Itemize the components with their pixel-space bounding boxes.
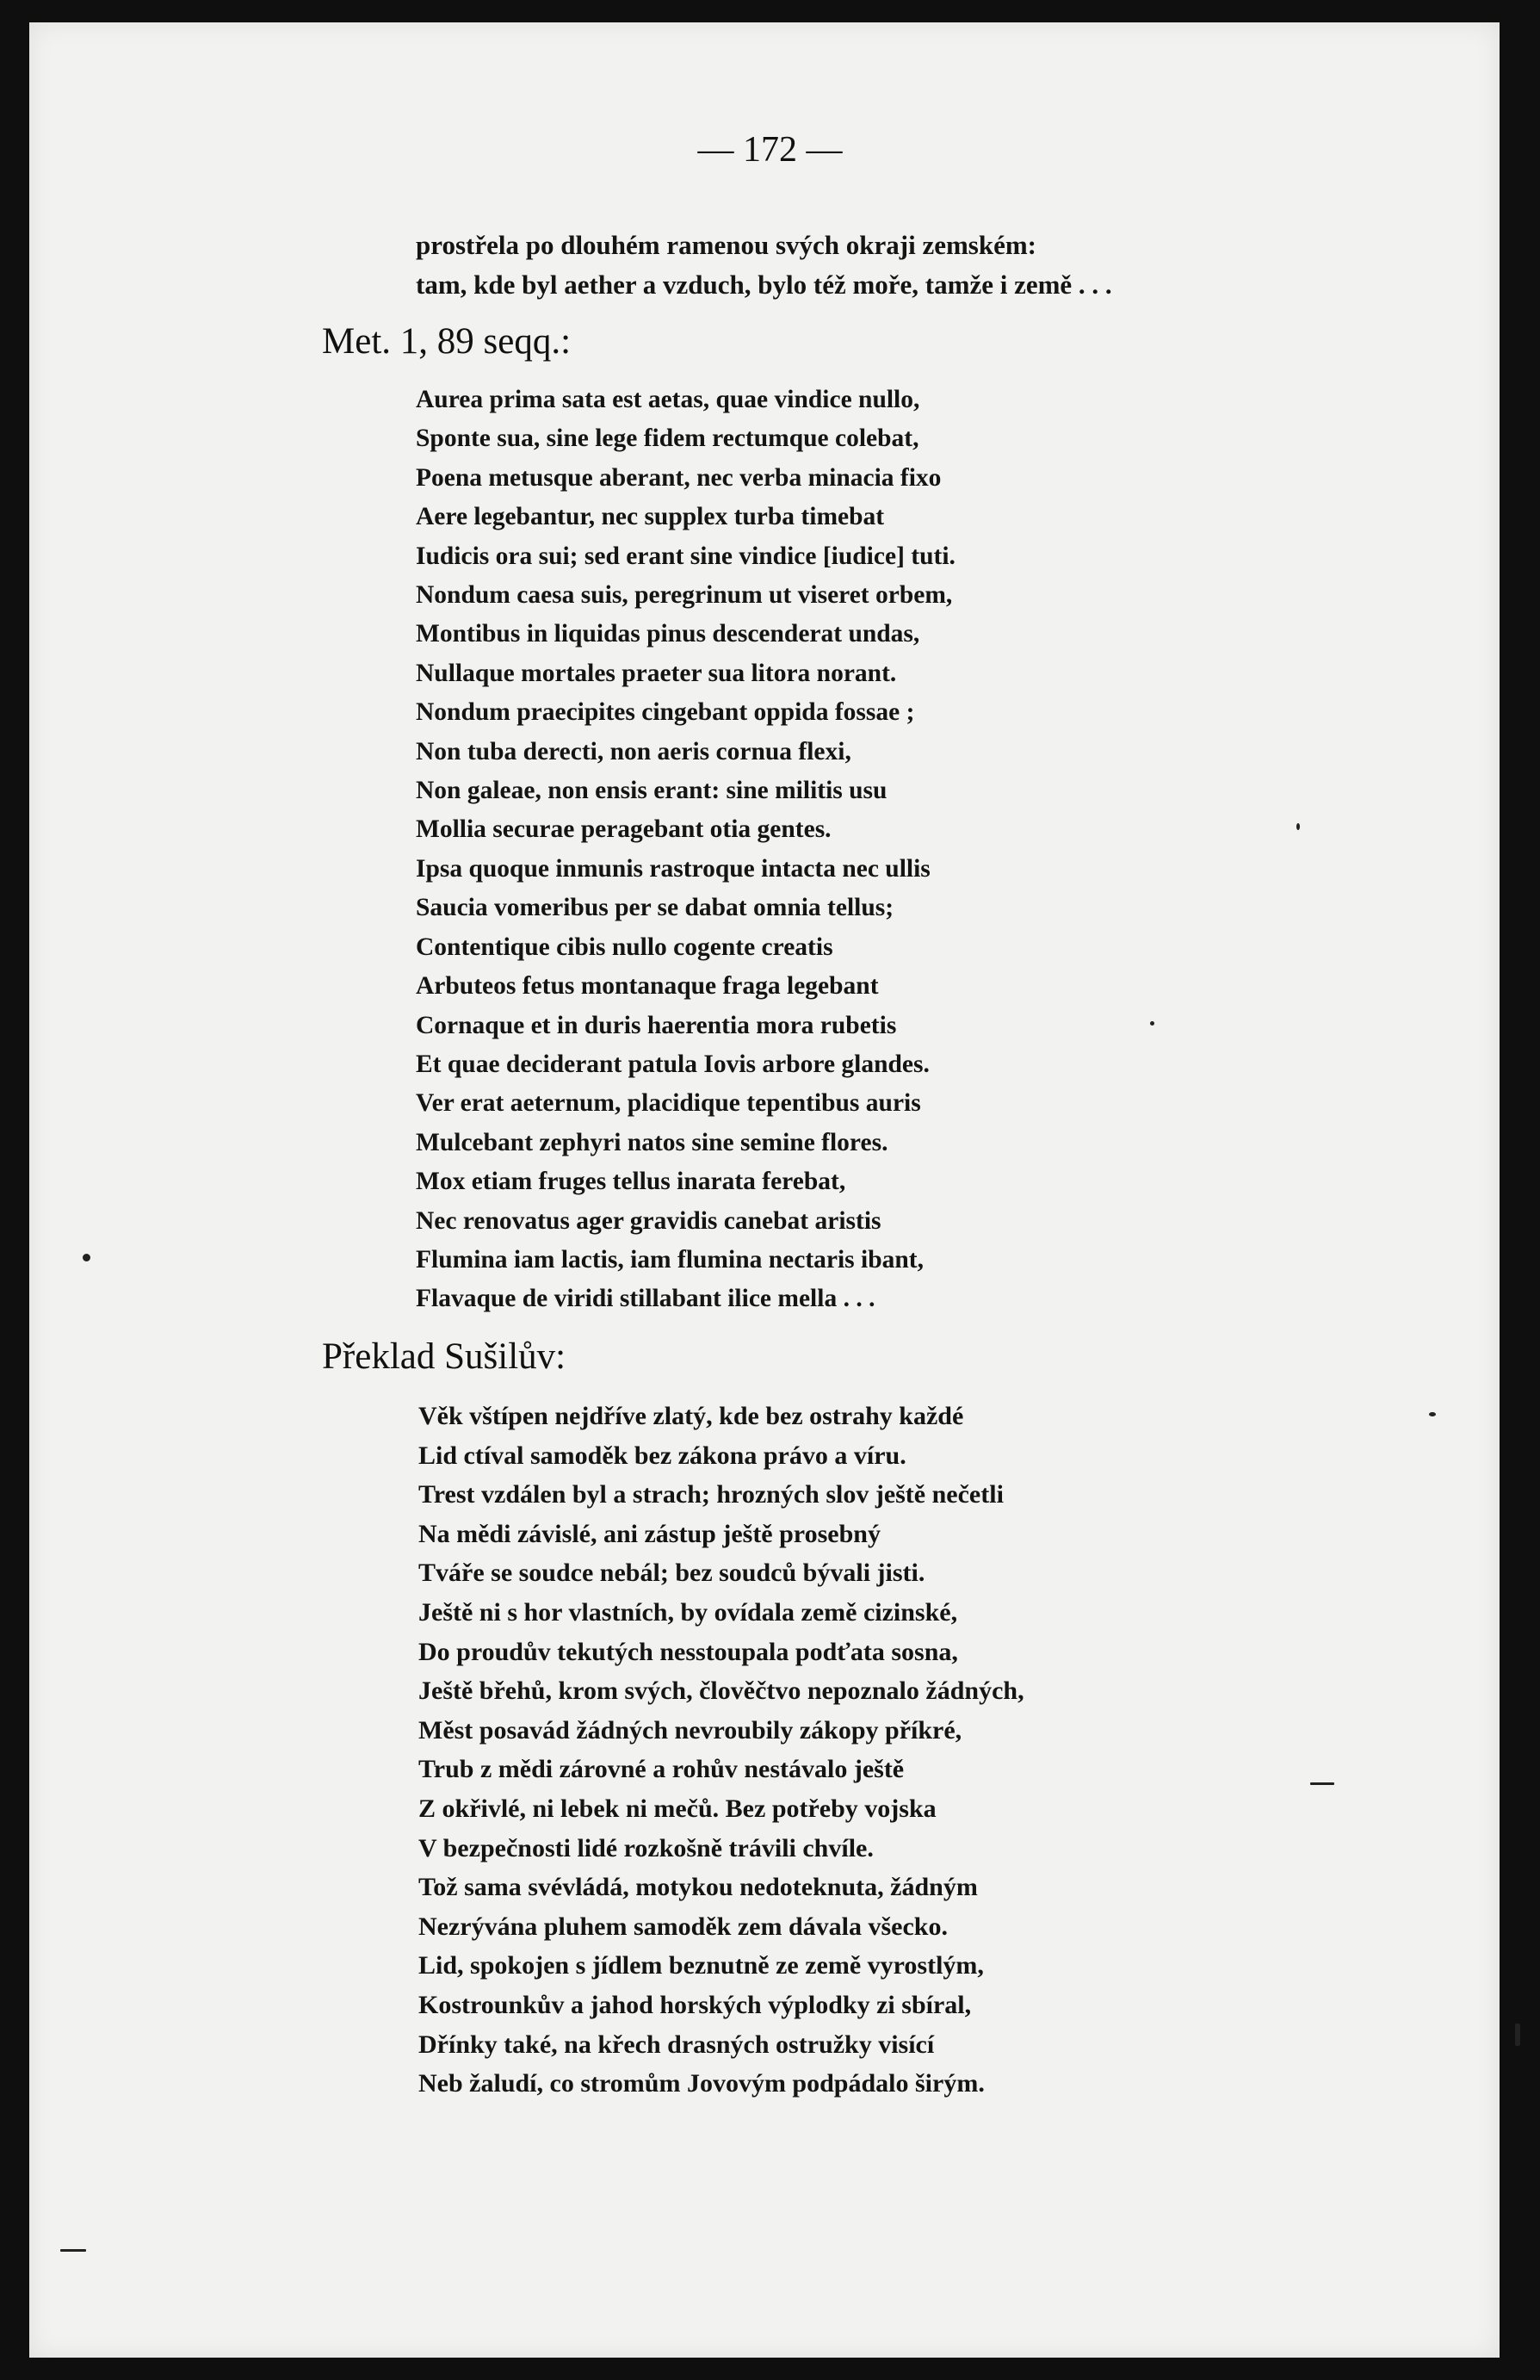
scan-speck <box>1150 1021 1154 1026</box>
verse-line: Tváře se soudce nebál; bez soudců bývali jisti. <box>418 1559 925 1588</box>
verse-line: Arbuteos fetus montanaque fraga legebant <box>416 972 879 1001</box>
verse-line: Mulcebant zephyri natos sine semine flores. <box>416 1128 888 1156</box>
verse-line: Saucia vomeribus per se dabat omnia tellus; <box>416 894 894 922</box>
verse-line: Iudicis ora sui; sed erant sine vindice [iudice] tuti. <box>416 542 956 570</box>
verse-line: V bezpečnosti lidé rozkošně trávili chvíle. <box>418 1833 874 1862</box>
verse-line: Ještě břehů, krom svých, člověčtvo nepoznalo žádných, <box>418 1677 1024 1706</box>
verse-line: Nullaque mortales praeter sua litora norant. <box>416 659 897 687</box>
scan-speck <box>1515 2024 1520 2046</box>
verse-line: Tož sama svévládá, motykou nedoteknuta, žádným <box>418 1873 978 1902</box>
section-heading-met: Met. 1, 89 seqq.: <box>322 321 572 362</box>
scan-speck <box>1296 823 1300 830</box>
verse-line: Cornaque et in duris haerentia mora rubetis <box>416 1011 897 1039</box>
verse-line: Poena metusque aberant, nec verba minacia fixo <box>416 463 942 492</box>
verse-line: Do proudův tekutých nesstoupala podťata sosna, <box>418 1637 958 1666</box>
verse-line: Ipsa quoque inmunis rastroque intacta nec ullis <box>416 854 931 883</box>
verse-line: Nondum caesa suis, peregrinum ut viseret orbem, <box>416 581 953 610</box>
verse-line: Měst posavád žádných nevroubily zákopy příkré, <box>418 1715 962 1745</box>
verse-line: Non galeae, non ensis erant: sine militis usu <box>416 777 888 805</box>
intro-verse <box>416 226 1112 305</box>
verse-line: Lid ctíval samoděk bez zákona právo a víru. <box>418 1441 906 1470</box>
verse-line: Ještě ni s hor vlastních, by ovídala země cizinské, <box>418 1597 958 1627</box>
verse-line: prostřela po dlouhém ramenou svých okraji zemském: <box>416 230 1036 260</box>
verse-line: Na mědi závislé, ani zástup ještě prosebný <box>418 1519 881 1548</box>
verse-line: Lid, spokojen s jídlem beznutně ze země vyrostlým, <box>418 1951 984 1980</box>
verse-line: Flavaque de viridi stillabant ilice mella . . . <box>416 1285 875 1313</box>
verse-line: Non tuba derecti, non aeris cornua flexi, <box>416 737 851 765</box>
verse-line: Montibus in liquidas pinus descenderat undas, <box>416 620 920 648</box>
verse-line: Aere legebantur, nec supplex turba timebat <box>416 503 885 531</box>
verse-line: Mollia securae peragebant otia gentes. <box>416 815 832 844</box>
scan-speck <box>60 2249 86 2252</box>
verse-line: Contentique cibis nullo cogente creatis <box>416 933 833 961</box>
verse-line: Trub z mědi zárovné a rohův nestávalo ještě <box>418 1755 905 1784</box>
verse-line: Et quae deciderant patula Iovis arbore glandes. <box>416 1050 930 1078</box>
verse-line: Ver erat aeternum, placidique tepentibus auris <box>416 1089 921 1118</box>
verse-line: Nondum praecipites cingebant oppida fossae ; <box>416 698 915 727</box>
scan-speck <box>1429 1412 1436 1416</box>
verse-line: Mox etiam fruges tellus inarata ferebat, <box>416 1168 846 1196</box>
verse-line: Dřínky také, na křech drasných ostružky visící <box>418 2030 935 2059</box>
verse-line: Věk vštípen nejdříve zlatý, kde bez ostrahy každé <box>418 1402 964 1430</box>
verse-line: Aurea prima sata est aetas, quae vindice nullo, <box>416 386 920 413</box>
verse-line: Flumina iam lactis, iam flumina nectaris ibant, <box>416 1245 924 1274</box>
section-heading-translation: Překlad Sušilův: <box>322 1336 566 1377</box>
latin-verse <box>416 381 956 1319</box>
scan-speck <box>83 1254 90 1261</box>
verse-line: Kostrounkův a jahod horských výplodky zi sbíral, <box>418 1990 972 2019</box>
verse-line: Z okřivlé, ni lebek ni mečů. Bez potřeby vojska <box>418 1794 937 1823</box>
verse-line: Sponte sua, sine lege fidem rectumque colebat, <box>416 425 919 453</box>
verse-line: tam, kde byl aether a vzduch, bylo též moře, tamže i země . . . <box>416 270 1112 300</box>
verse-line: Neb žaludí, co stromům Jovovým podpádalo širým. <box>418 2069 985 2098</box>
verse-line: Nezrývána pluhem samoděk zem dávala všecko. <box>418 1912 948 1941</box>
page-number: — 172 — <box>697 130 843 170</box>
czech-verse <box>418 1397 1024 2104</box>
verse-line: Trest vzdálen byl a strach; hrozných slov ještě nečetli <box>418 1480 1004 1509</box>
scan-speck <box>1310 1782 1334 1785</box>
verse-line: Nec renovatus ager gravidis canebat aristis <box>416 1206 881 1235</box>
